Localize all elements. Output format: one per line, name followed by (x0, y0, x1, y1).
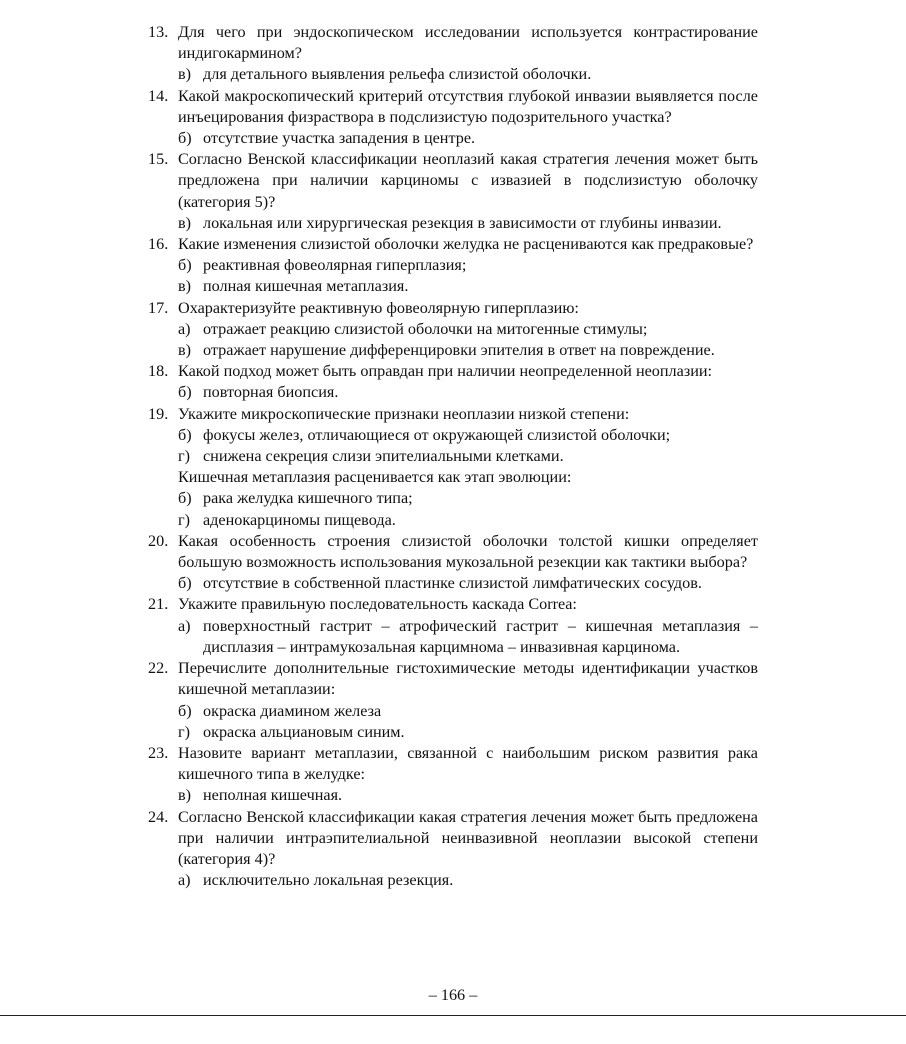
question-text: Согласно Венской классификации какая стратегия лечения может быть предложена при наличии интраэпителиальной неинвазивной неоплазии высокой степени (категория 4)? (178, 807, 758, 868)
answer-text: рака желудка кишечного типа; (203, 489, 413, 508)
question-number: 16. (148, 235, 169, 254)
answer (148, 128, 758, 149)
answer-letter: в) (178, 277, 192, 296)
answer-letter: в) (178, 213, 192, 232)
answer-letter: а) (178, 319, 191, 338)
answer-text: снижена секреция слизи эпителиальными клетками. (203, 447, 564, 466)
answer-text: поверхностный гастрит – атрофический гастрит – кишечная метаплазия – дисплазия – интрамукозальная карцимнома – инвазивная карцинома. (203, 616, 758, 656)
answer-letter: б) (178, 425, 192, 444)
answer-text: аденокарциномы пищевода. (203, 510, 396, 529)
question-17 (148, 298, 758, 319)
question-number: 24. (148, 807, 169, 826)
answer (148, 870, 758, 891)
answer-letter: в) (178, 341, 192, 360)
question-number: 20. (148, 531, 169, 550)
question-text: Охарактеризуйте реактивную фовеолярную гиперплазию: (178, 298, 579, 317)
question-text: Для чего при эндоскопическом исследовании используется контрастирование индигокармином? (178, 23, 758, 63)
answer (148, 319, 758, 340)
answer-text: отсутствие участка западения в центре. (203, 129, 476, 148)
question-number: 17. (148, 298, 169, 317)
answer-text: фокусы желез, отличающиеся от окружающей слизистой оболочки; (203, 425, 671, 444)
question-22 (148, 658, 758, 700)
answer (148, 510, 758, 531)
answer-letter: б) (178, 574, 192, 593)
question-13 (148, 22, 758, 64)
answer-letter: б) (178, 256, 192, 275)
question-21 (148, 594, 758, 615)
answer-letter: в) (178, 65, 192, 84)
answer (148, 616, 758, 658)
question-text: Какой макроскопический критерий отсутствия глубокой инвазии выявляется после инъецирования физраствора в подслизистую подозрительного участка? (178, 86, 758, 126)
question-number: 19. (148, 404, 169, 423)
answer-text: локальная или хирургическая резекция в зависимости от глубины инвазии. (203, 213, 722, 232)
answer (148, 64, 758, 85)
question-text: Какие изменения слизистой оболочки желудка не расцениваются как предраковые? (178, 235, 754, 254)
answer-letter: б) (178, 129, 192, 148)
question-20 (148, 531, 758, 573)
answer-text: окраска диамином железа (203, 701, 382, 720)
answer (148, 255, 758, 276)
answer (148, 425, 758, 446)
question-16 (148, 234, 758, 255)
question-text: Укажите микроскопические признаки неоплазии низкой степени: (178, 404, 630, 423)
answer-text: неполная кишечная. (203, 786, 343, 805)
answer (148, 382, 758, 403)
question-18 (148, 361, 758, 382)
answer-text: реактивная фовеолярная гиперплазия; (203, 256, 467, 275)
answer-letter: б) (178, 701, 192, 720)
answer-text: полная кишечная метаплазия. (203, 277, 409, 296)
answer-letter: б) (178, 489, 192, 508)
answer (148, 722, 758, 743)
question-number: 15. (148, 150, 169, 169)
answer (148, 213, 758, 234)
question-text: Назовите вариант метаплазии, связанной с наибольшим риском развития рака кишечного типа в желудке: (178, 743, 758, 784)
answer-letter: а) (178, 871, 191, 890)
answer (148, 785, 758, 806)
answer-text: исключительно локальная резекция. (203, 871, 454, 890)
question-19 (148, 404, 758, 425)
page-content (148, 22, 758, 891)
answer-letter: г) (178, 447, 191, 466)
answer (148, 340, 758, 361)
answer (148, 573, 758, 594)
answer-text: повторная биопсия. (203, 383, 339, 402)
question-14 (148, 86, 758, 128)
answer-letter: в) (178, 786, 192, 805)
page-number: – 166 – (428, 986, 478, 1004)
answer-text: для детального выявления рельефа слизистой оболочки. (203, 65, 592, 84)
question-text: Какой подход может быть оправдан при наличии неопределенной неоплазии: (178, 362, 713, 381)
question-number: 13. (148, 23, 169, 41)
answer-text: отсутствие в собственной пластинке слизистой лимфатических сосудов. (203, 574, 702, 593)
answer-letter: г) (178, 722, 191, 741)
answer-text: отражает нарушение дифференцировки эпителия в ответ на повреждение. (203, 341, 715, 360)
answer (148, 446, 758, 467)
question-text: Согласно Венской классификации неоплазий какая стратегия лечения может быть предложена при наличии карциномы с извазией в подслизистую оболочку (категория 5)? (178, 150, 758, 211)
answer (148, 701, 758, 722)
question-number: 18. (148, 362, 169, 381)
answer (148, 276, 758, 297)
bottom-rule (0, 1015, 906, 1016)
question-15 (148, 149, 758, 213)
answer-letter: б) (178, 383, 192, 402)
question-number: 14. (148, 86, 169, 105)
answer (148, 488, 758, 509)
answer-text: окраска альциановым синим. (203, 722, 405, 741)
sub-question-text: Кишечная метаплазия расценивается как этап эволюции: (178, 468, 572, 487)
question-number: 22. (148, 659, 169, 678)
answer-letter: г) (178, 510, 191, 529)
question-number: 21. (148, 595, 169, 614)
answer-text: отражает реакцию слизистой оболочки на митогенные стимулы; (203, 319, 648, 338)
question-23 (148, 743, 758, 785)
question-text: Какая особенность строения слизистой оболочки толстой кишки определяет большую возможность использования мукозальной резекции как тактики выбора? (178, 531, 758, 572)
question-text: Перечислите дополнительные гистохимические методы идентификации участков кишечной метаплазии: (178, 659, 758, 699)
answer-letter: а) (178, 616, 191, 635)
question-number: 23. (148, 743, 169, 762)
question-text: Укажите правильную последовательность каскада Correa: (178, 595, 577, 614)
question-24 (148, 807, 758, 871)
